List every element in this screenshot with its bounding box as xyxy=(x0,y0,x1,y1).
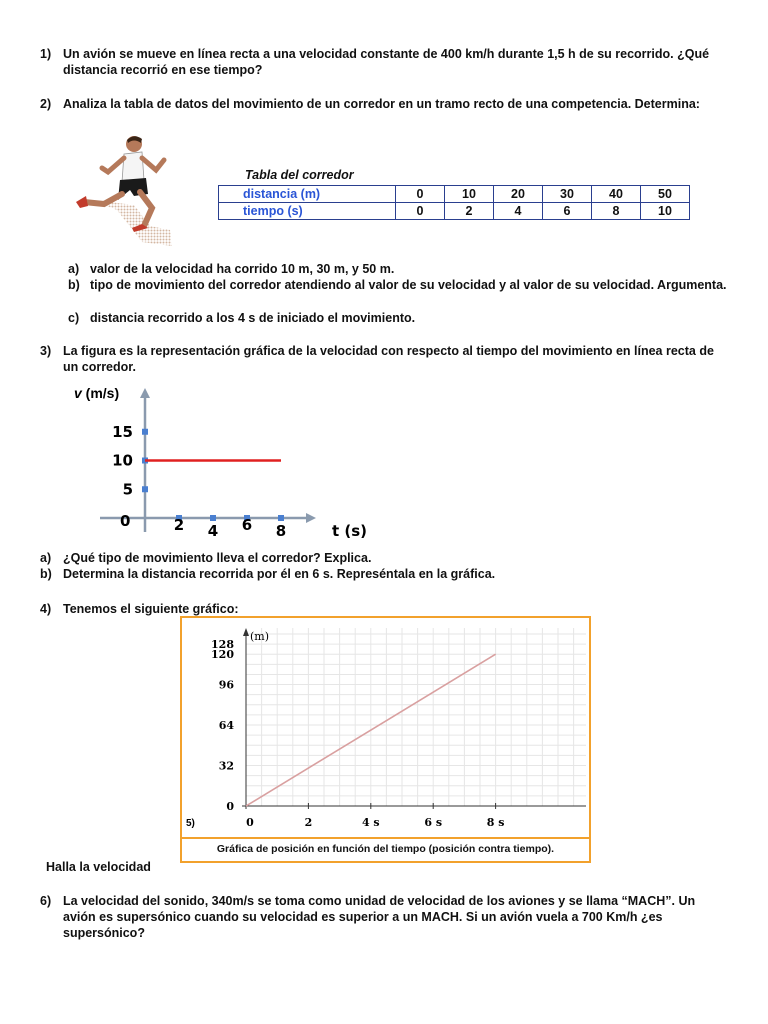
item-text: tipo de movimiento del corredor atendiendo al valor de su velocidad y al valor de su velocidad. Argumenta. xyxy=(90,278,727,292)
x-tick-label: 2 xyxy=(304,816,313,829)
item-text: ¿Qué tipo de movimiento lleva el corredor? Explica. xyxy=(63,551,372,565)
figure-number: 5) xyxy=(186,818,195,829)
question-4 xyxy=(40,601,730,617)
table-cell: 2 xyxy=(445,203,494,220)
figure-caption: Gráfica de posición en función del tiempo (posición contra tiempo). xyxy=(182,837,589,861)
chart-axes xyxy=(242,628,586,808)
item-label: c) xyxy=(68,311,80,325)
y-tick-marker xyxy=(142,429,148,435)
table-cell: 0 xyxy=(396,203,445,220)
table-cell: 6 xyxy=(543,203,592,220)
table-row xyxy=(219,203,690,220)
question-1-number: 1) xyxy=(40,47,52,61)
y-tick-label: 128 xyxy=(211,638,234,652)
item-text: valor de la velocidad ha corrido 10 m, 30 m, y 50 m. xyxy=(90,262,395,276)
x-tick-marker xyxy=(210,515,216,521)
table-cell: 30 xyxy=(543,186,592,203)
question-1-text: Un avión se mueve en línea recta a una velocidad constante de 400 km/h durante 1,5 h de su recorrido. ¿Qué distancia recorrió en ese tiempo? xyxy=(63,47,710,77)
question-6 xyxy=(40,893,730,941)
table-caption: Tabla del corredor xyxy=(245,168,354,182)
y-axis-label-v: v xyxy=(74,385,82,401)
question-6-text: La velocidad del sonido, 340m/s se toma como unidad de velocidad de los aviones y se llama “MACH”. Un avión es supersónico cuando su velocidad es superior a un MACH. Si un avión vuela a 700 Km/h ¿es supersónico? xyxy=(63,894,696,940)
x-tick-label: 8 xyxy=(275,522,287,540)
table-row-label: tiempo (s) xyxy=(219,203,396,220)
origin-label: 0 xyxy=(120,512,131,530)
position-time-chart xyxy=(182,618,589,837)
question-6-number: 6) xyxy=(40,894,52,908)
question-3-item-b xyxy=(40,566,730,582)
table-cell: 4 xyxy=(494,203,543,220)
question-2-item-a xyxy=(68,261,728,277)
y-tick-label: 96 xyxy=(218,678,234,692)
x-tick-label: 6 xyxy=(241,516,253,534)
table-cell: 10 xyxy=(445,186,494,203)
y-tick-label: 0 xyxy=(226,800,234,813)
table-row-label: distancia (m) xyxy=(219,186,396,203)
question-2-item-b xyxy=(68,277,728,293)
y-tick-label: 120 xyxy=(211,648,234,662)
x-tick-label: 4 xyxy=(207,522,219,540)
runner-table xyxy=(218,185,690,220)
chart-ticks xyxy=(112,423,286,540)
question-4-followup: Halla la velocidad xyxy=(46,860,151,874)
y-tick-label: 5 xyxy=(122,480,133,499)
y-axis-arrow xyxy=(243,628,249,636)
y-tick-label: 64 xyxy=(218,719,234,733)
table-cell: 8 xyxy=(592,203,641,220)
y-tick-marker xyxy=(142,486,148,492)
item-label: a) xyxy=(68,262,80,276)
table-row xyxy=(219,186,690,203)
question-2-number: 2) xyxy=(40,97,52,111)
x-tick-label: 2 xyxy=(173,516,185,534)
item-label: b) xyxy=(40,567,52,581)
x-tick-label: 4 s xyxy=(361,816,380,829)
question-3-item-a xyxy=(40,550,730,566)
x-tick-label: 0 xyxy=(246,816,254,829)
x-tick-marker xyxy=(278,515,284,521)
item-label: b) xyxy=(68,278,80,292)
table-cell: 20 xyxy=(494,186,543,203)
y-axis-label xyxy=(74,385,119,401)
x-tick-label: 8 s xyxy=(486,816,505,829)
question-3-text: La figura es la representación gráfica de la velocidad con respecto al tiempo del movimiento en línea recta de un corredor. xyxy=(63,344,714,374)
velocity-time-chart xyxy=(70,380,370,542)
question-2 xyxy=(40,96,730,112)
table-cell: 40 xyxy=(592,186,641,203)
table-cell: 10 xyxy=(641,203,690,220)
question-4-number: 4) xyxy=(40,602,52,616)
y-axis-label-unit: (m/s) xyxy=(81,385,120,401)
question-3-number: 3) xyxy=(40,344,52,358)
x-tick-label: 6 s xyxy=(424,816,443,829)
y-axis-label: (m) xyxy=(250,630,270,643)
x-axis-arrow xyxy=(306,513,316,523)
y-axis-arrow xyxy=(140,388,150,398)
chart-grid xyxy=(246,628,586,806)
table-cell: 0 xyxy=(396,186,445,203)
question-3 xyxy=(40,343,730,375)
runner-illustration xyxy=(72,130,182,248)
question-2-item-c xyxy=(68,310,728,326)
item-text: distancia recorrido a los 4 s de iniciado el movimiento. xyxy=(90,311,416,325)
x-axis-label: t (s) xyxy=(332,522,368,540)
question-2-text: Analiza la tabla de datos del movimiento de un corredor en un tramo recto de una competencia. Determina: xyxy=(63,97,700,111)
position-time-figure xyxy=(180,616,591,863)
y-tick-label: 15 xyxy=(112,422,133,441)
question-1 xyxy=(40,46,730,78)
y-tick-label: 32 xyxy=(218,759,234,773)
item-label: a) xyxy=(40,551,52,565)
table-cell: 50 xyxy=(641,186,690,203)
question-4-text: Tenemos el siguiente gráfico: xyxy=(63,602,239,616)
y-tick-label: 10 xyxy=(112,451,133,470)
item-text: Determina la distancia recorrida por él en 6 s. Represéntala en la gráfica. xyxy=(63,567,496,581)
